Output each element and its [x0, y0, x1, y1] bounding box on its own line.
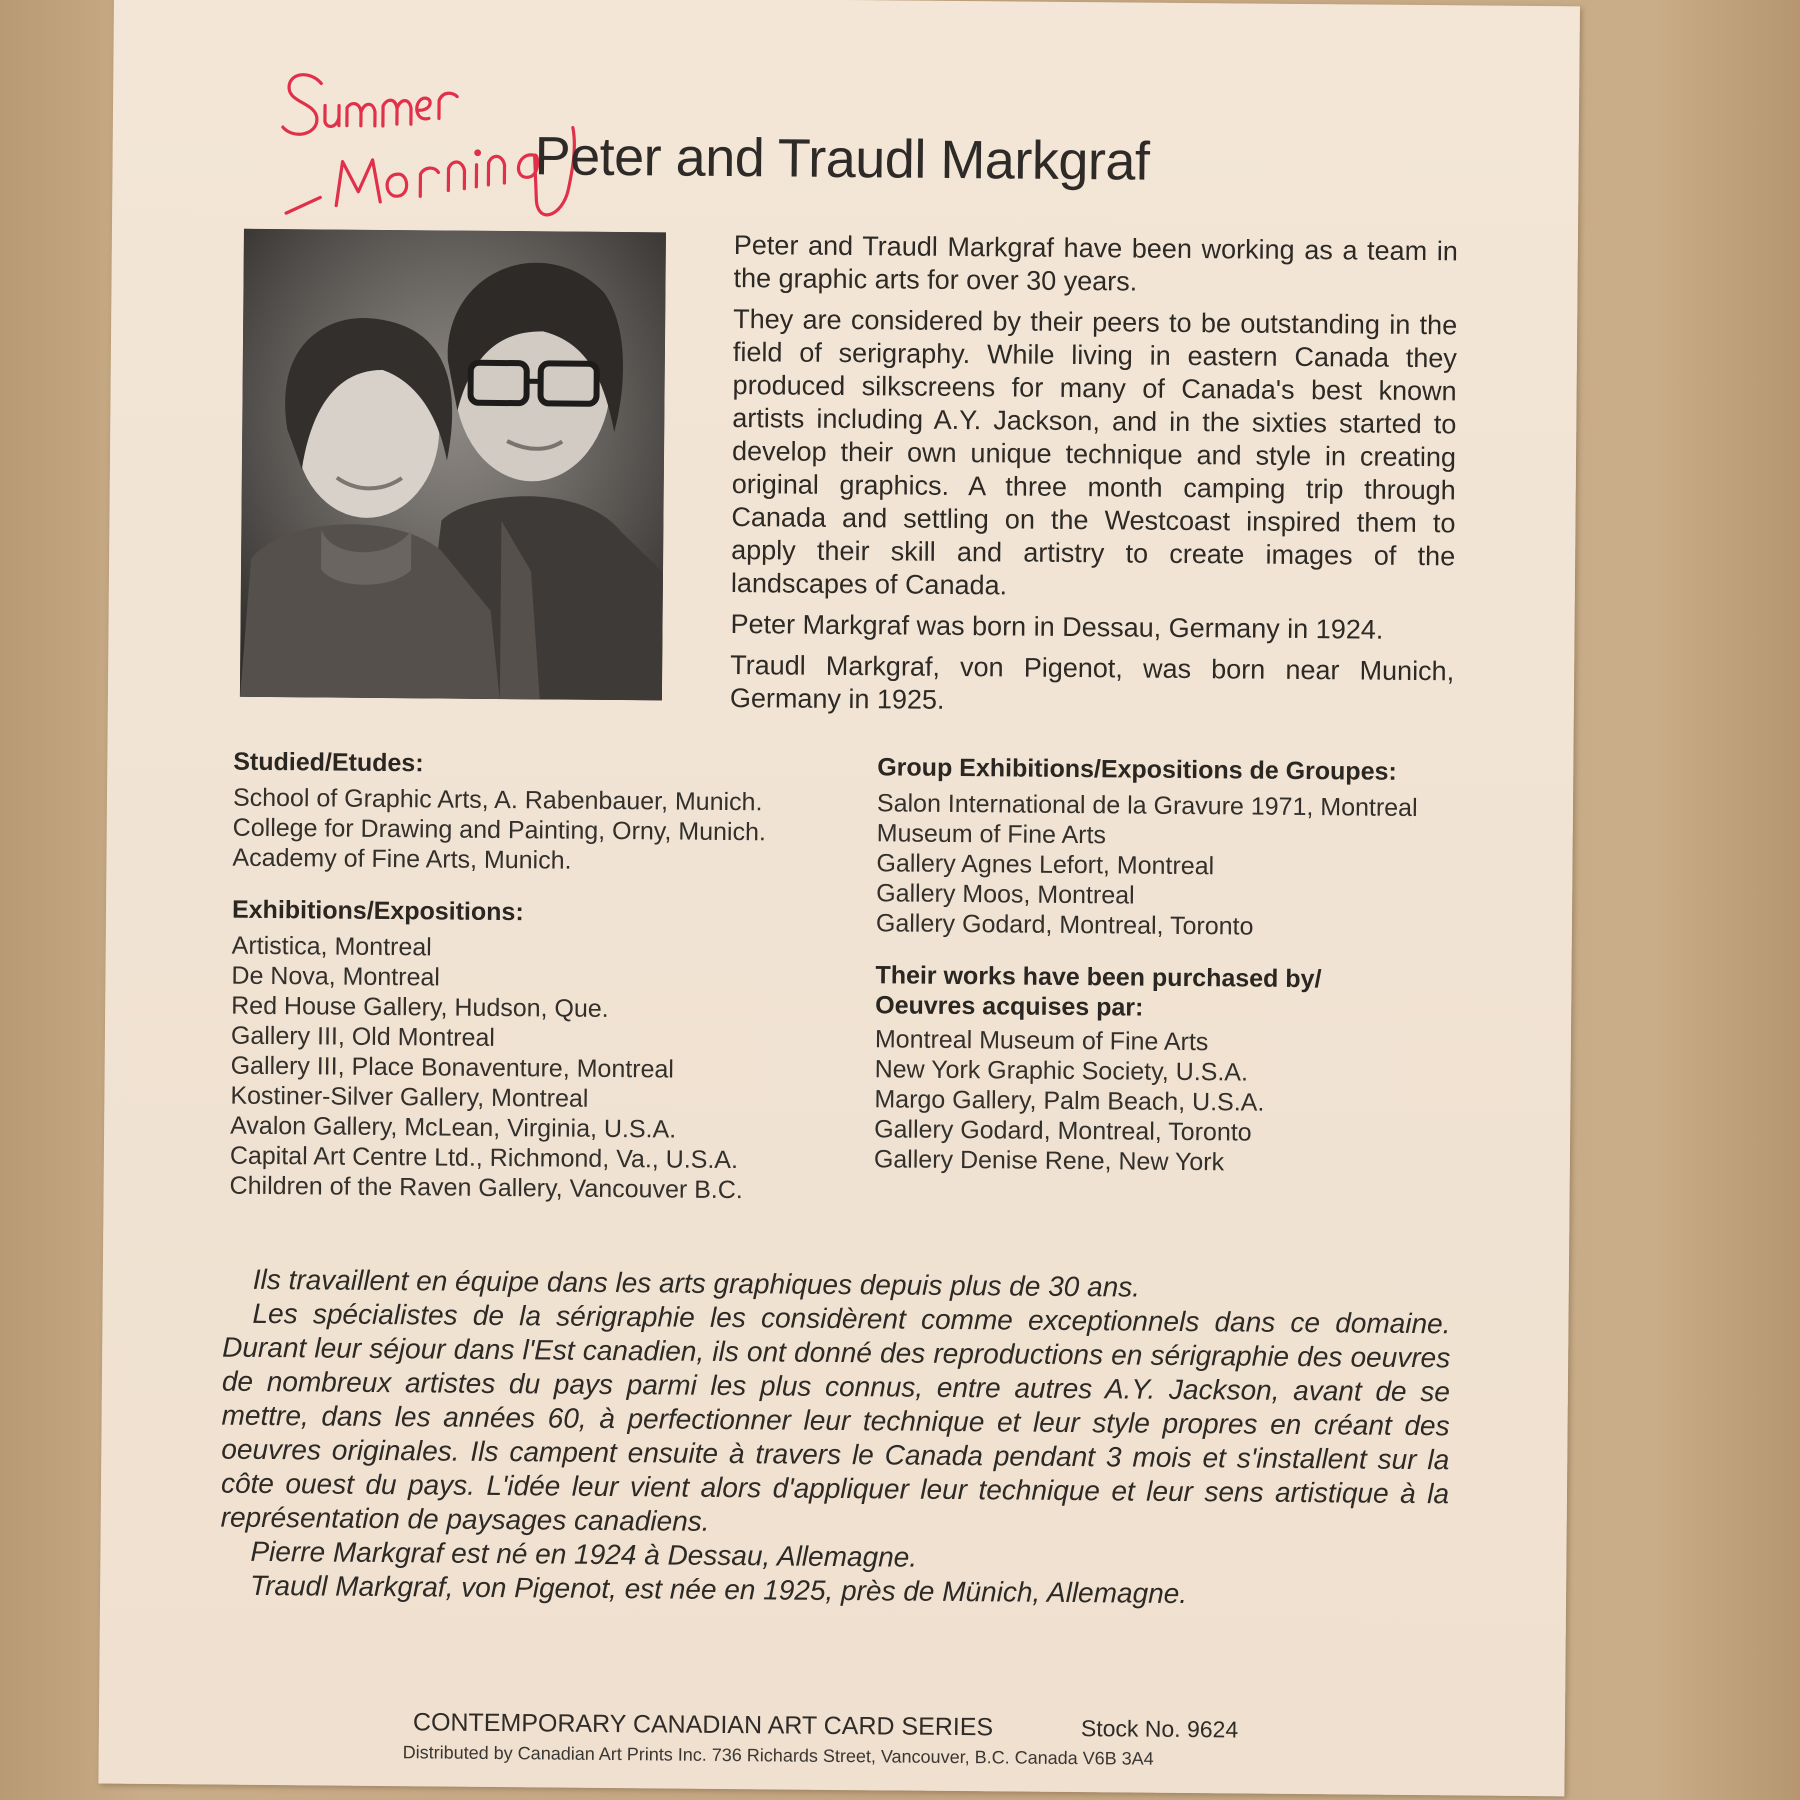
- list-item: Gallery Agnes Lefort, Montreal: [876, 849, 1215, 881]
- bio-paragraph: Peter Markgraf was born in Dessau, Germany in 1924.: [730, 609, 1384, 645]
- list-item: De Nova, Montreal: [231, 961, 441, 992]
- list-item: Capital Art Centre Ltd., Richmond, Va., U.S.A.: [229, 1141, 739, 1175]
- list-item: Artistica, Montreal: [231, 931, 432, 962]
- list-item: Red House Gallery, Hudson, Que.: [231, 991, 609, 1023]
- list-item: Margo Gallery, Palm Beach, U.S.A.: [874, 1085, 1265, 1117]
- list-item: Montreal Museum of Fine Arts: [874, 1025, 1209, 1057]
- purchased-heading: [875, 960, 1476, 1025]
- artists-photo: [240, 229, 666, 701]
- bio-english: [730, 229, 1458, 729]
- bio-paragraph: Traudl Markgraf, von Pigenot, was born near Munich, Germany in 1925.: [729, 650, 1455, 715]
- purchased-list: [874, 1024, 1475, 1179]
- bio-paragraph: Peter and Traudl Markgraf have been working as a team in the graphic arts for over 30 years.: [733, 230, 1458, 297]
- exhibitions-heading: Exhibitions/Expositions:: [231, 895, 524, 927]
- list-item: Academy of Fine Arts, Munich.: [232, 843, 572, 875]
- studied-list: [232, 783, 853, 878]
- french-paragraph: Ils travaillent en équipe dans les arts graphiques depuis plus de 30 ans.: [252, 1263, 1141, 1303]
- list-item: Museum of Fine Arts: [876, 819, 1107, 850]
- studied-heading: Studied/Etudes:: [233, 747, 424, 778]
- right-column: [874, 752, 1478, 1201]
- list-item: Avalon Gallery, McLean, Virginia, U.S.A.: [230, 1111, 677, 1144]
- footer-stock-number: Stock No. 9624: [1080, 1715, 1239, 1743]
- french-paragraph: Les spécialistes de la sérigraphie les considèrent comme exceptionnels dans ce domaine. Durant leur séjour dans l'Est canadien, ils ont donné des reproductions en sérigraphie des oeuvres de nombreux artistes du pays parmi les plus connus, entre autres A.Y. Jackson, avant de se mettre, dans les années 60, à perfectionner leur technique et leur style propres en créant des oeuvres originales. Ils campent ensuite à travers le Canada pendant 3 mois et s'installent sur la côte ouest du pays. L'idée leur vient alors d'appliquer leur technique et leur sens artistique à la représentation de paysages canadiens.: [220, 1297, 1451, 1537]
- list-item: Gallery Godard, Montreal, Toronto: [874, 1115, 1252, 1147]
- group-exhibitions-heading: Group Exhibitions/Expositions de Groupes:: [877, 753, 1397, 786]
- list-item: College for Drawing and Painting, Orny, Munich.: [232, 813, 766, 847]
- list-item: Kostiner-Silver Gallery, Montreal: [230, 1081, 589, 1113]
- french-paragraph: Pierre Markgraf est né en 1924 à Dessau, Allemagne.: [250, 1535, 918, 1573]
- list-item: Gallery Moos, Montreal: [876, 879, 1135, 910]
- list-item: Gallery III, Place Bonaventure, Montreal: [230, 1051, 675, 1084]
- bio-french: [220, 1263, 1451, 1614]
- list-item: Salon International de la Gravure 1971, Montreal: [876, 789, 1418, 823]
- page-title: Peter and Traudl Markgraf: [534, 126, 1150, 192]
- list-item: Gallery Denise Rene, New York: [873, 1145, 1225, 1177]
- group-exhibitions-list: [876, 788, 1477, 943]
- footer-distributor: Distributed by Canadian Art Prints Inc. 736 Richards Street, Vancouver, B.C. Canada V6B 3A4: [402, 1742, 1154, 1769]
- purchased-heading-line1: Their works have been purchased by/: [875, 961, 1322, 994]
- exhibitions-list: [229, 931, 851, 1206]
- info-card: [98, 0, 1580, 1796]
- footer-series: CONTEMPORARY CANADIAN ART CARD SERIES: [412, 1708, 994, 1742]
- list-item: School of Graphic Arts, A. Rabenbauer, Munich.: [232, 783, 763, 817]
- left-column: [229, 747, 853, 1228]
- list-item: New York Graphic Society, U.S.A.: [874, 1055, 1249, 1087]
- list-item: Children of the Raven Gallery, Vancouver B.C.: [229, 1171, 743, 1205]
- purchased-heading-line2: Oeuvres acquises par:: [875, 991, 1144, 1022]
- list-item: Gallery Godard, Montreal, Toronto: [875, 909, 1254, 941]
- french-paragraph: Traudl Markgraf, von Pigenot, est née en 1925, près de Münich, Allemagne.: [250, 1569, 1188, 1610]
- list-item: Gallery III, Old Montreal: [230, 1021, 496, 1052]
- portrait-illustration: [240, 229, 666, 701]
- bio-paragraph: They are considered by their peers to be outstanding in the field of serigraphy. While living in eastern Canada they produced silkscreens for many of Canada's best known artists including A.Y. Jackson, and in the sixties started to develop their own unique technique and style in creating original graphics. A three month camping trip through Canada and settling on the Westcoast inspired them to apply their skill and artistry to create images of the landscapes of Canada.: [730, 304, 1458, 601]
